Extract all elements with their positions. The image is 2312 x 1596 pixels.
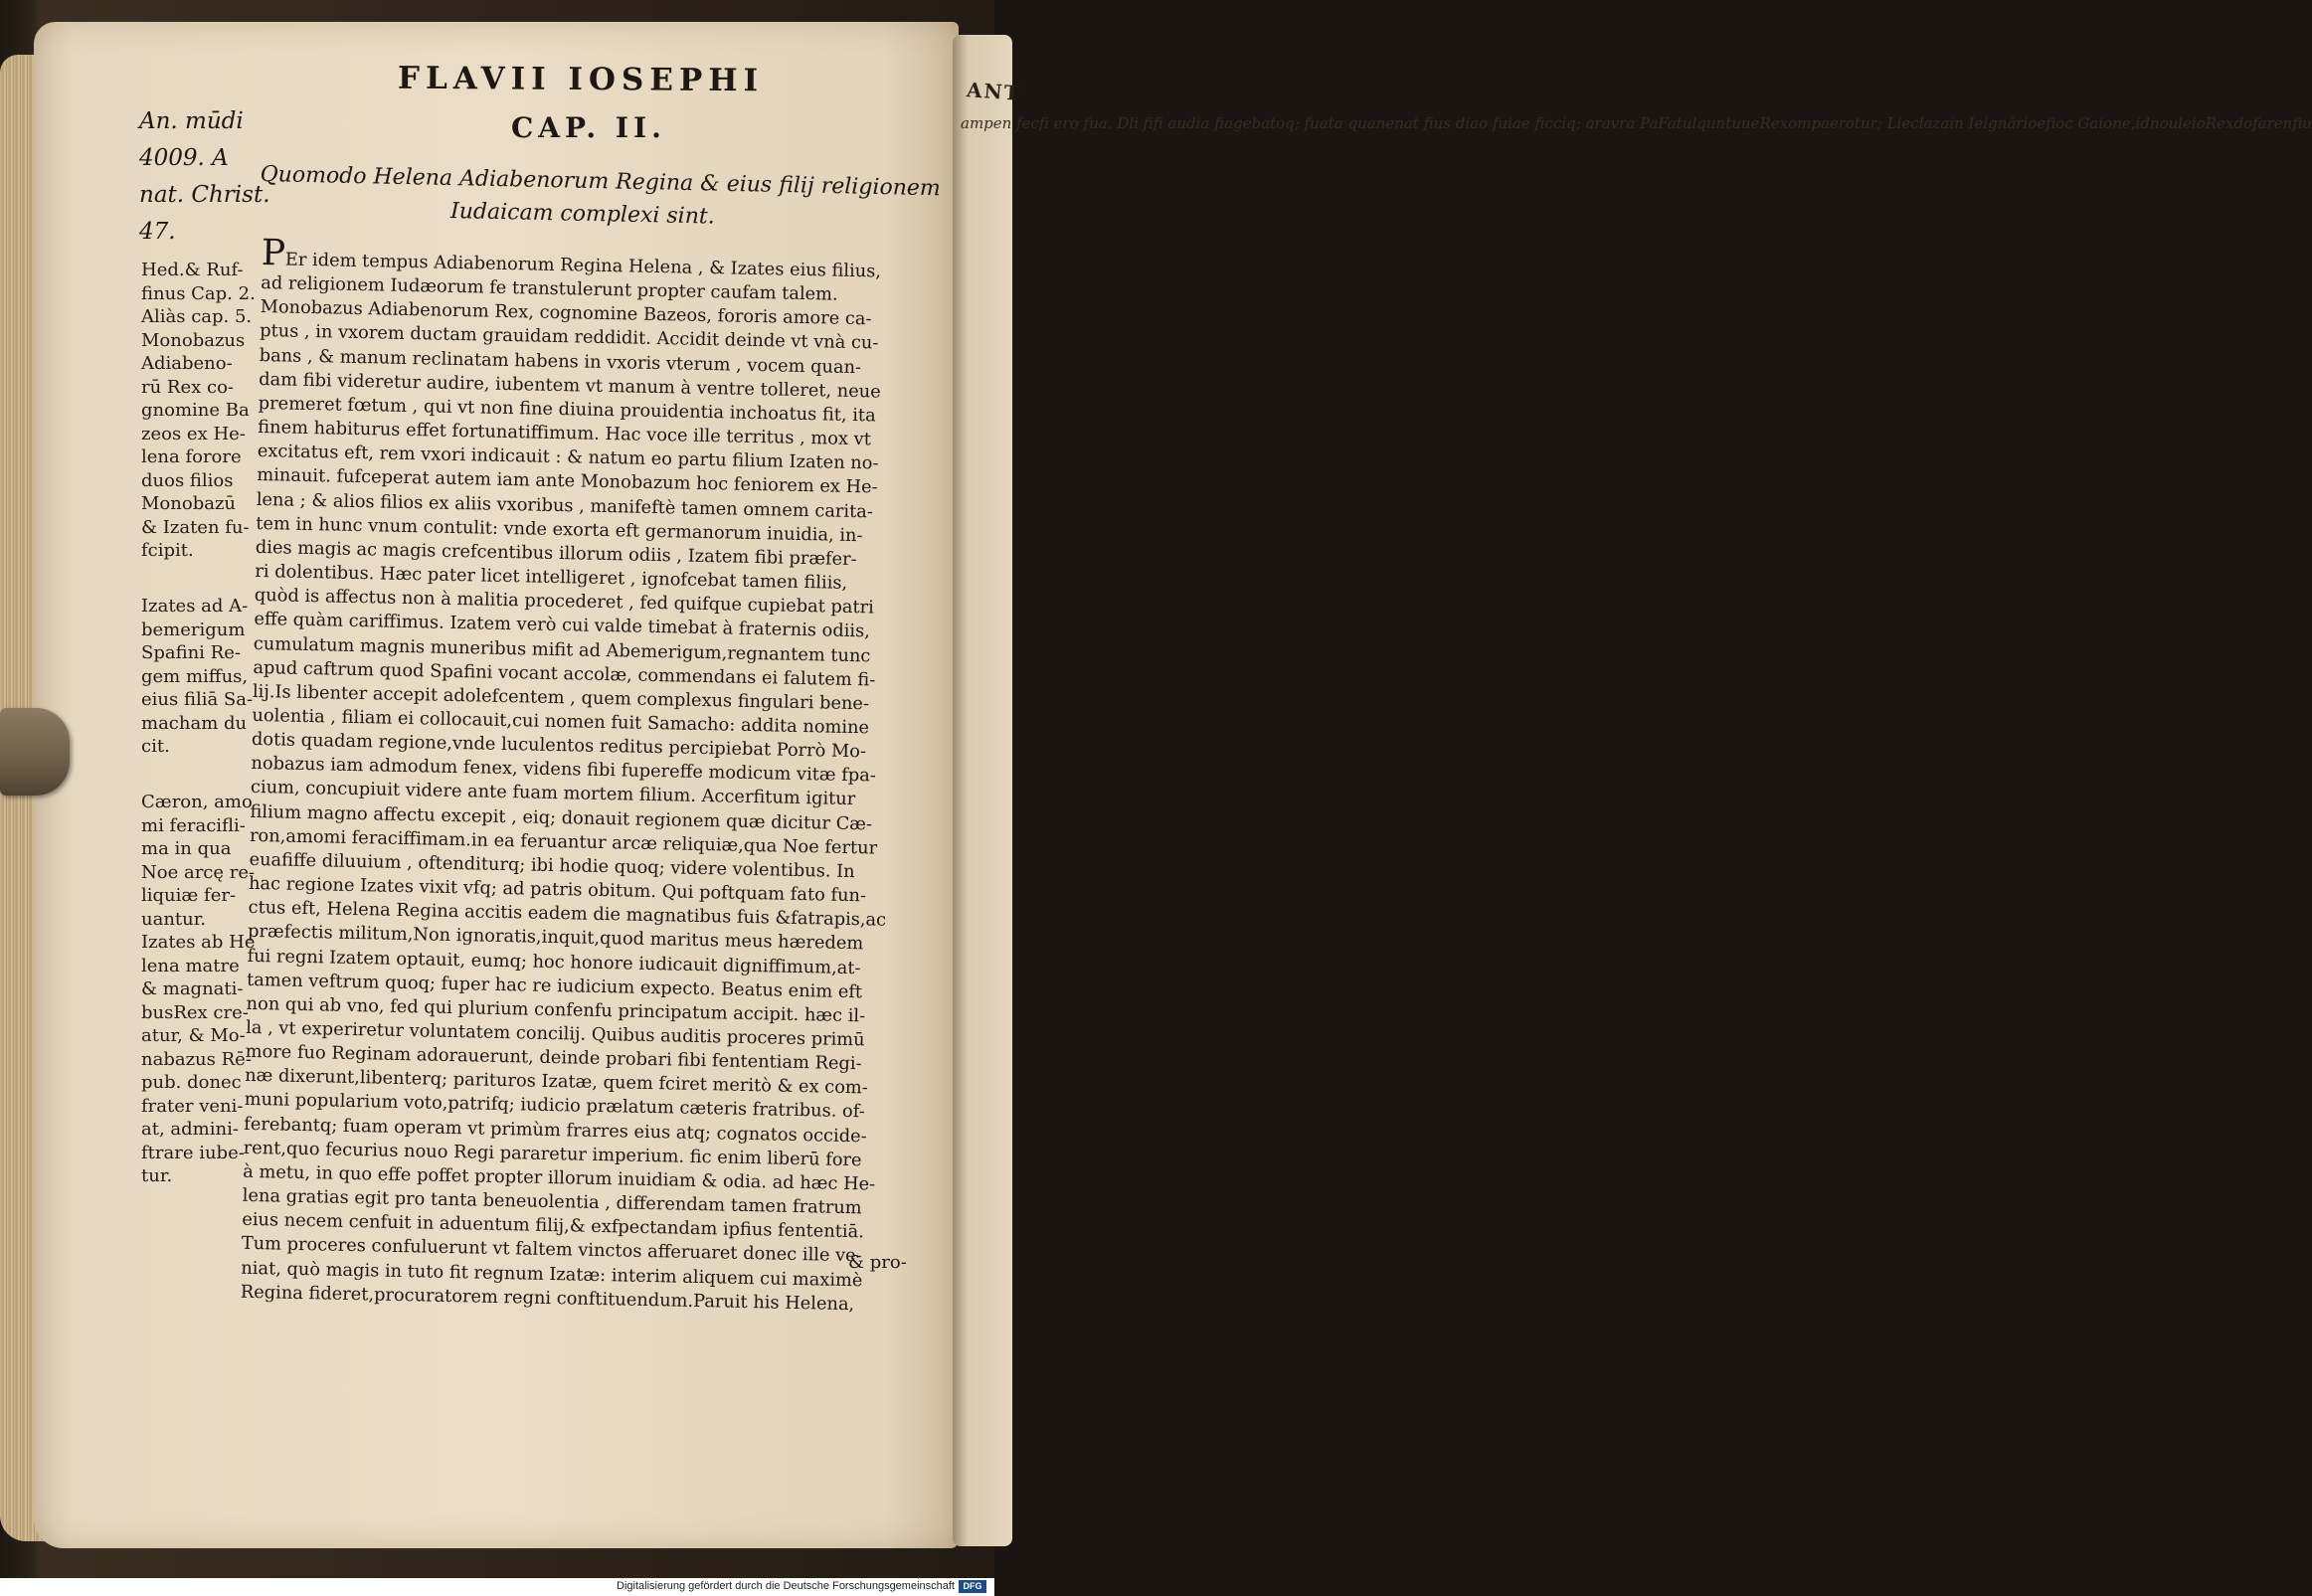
facing-page-line: leio bbox=[2178, 114, 2206, 132]
facing-page-line: tul bbox=[1676, 114, 1697, 132]
margin-note-line: gem miffus, bbox=[141, 665, 249, 687]
margin-note-line: Aliàs cap. 5. bbox=[141, 306, 253, 327]
body-text bbox=[240, 233, 918, 1318]
dfg-logo: DFG bbox=[959, 1580, 986, 1593]
margin-note-line: lena forore bbox=[141, 446, 242, 467]
margin-note-line: liquiæ fer- bbox=[141, 885, 237, 906]
facing-page-line: nen bbox=[1375, 114, 1404, 132]
margin-note-line: Hed.& Ruf- bbox=[141, 260, 244, 280]
chapter-title-line: Quomodo Helena Adiabenorum Regina & eius filij religionem bbox=[260, 161, 942, 202]
body-line: muni popularium voto,patrifq; iudicio prælatum cæteris fratribus. of- bbox=[244, 1089, 865, 1123]
margin-note-line: rū Rex co- bbox=[141, 376, 234, 398]
margin-note-line: fcipit. bbox=[141, 540, 194, 561]
body-line: nobazus iam admodum fenex, videns fibi fupereffe modicum vitæ fpa- bbox=[251, 753, 877, 787]
facing-page-line: omp bbox=[1788, 114, 1821, 132]
body-line: tem in hunc vnum contulit: vnde exorta eft germanorum inuidia, in- bbox=[256, 512, 863, 546]
margin-note-line: lena matre bbox=[141, 955, 240, 976]
body-line: la , vt experiretur voluntatem concilij. Quibus auditis proceres primū bbox=[245, 1016, 865, 1051]
facing-page-line: ciq; ar bbox=[1552, 114, 1602, 132]
body-line: à metu, in quo effe poffet propter illorum inuidiam & odia. ad hæc He- bbox=[243, 1160, 876, 1195]
margin-note-line: uantur. bbox=[141, 908, 207, 930]
margin-note-line: macham du bbox=[141, 712, 248, 734]
date-margin-note bbox=[139, 103, 270, 251]
facing-page-line: vr bbox=[1610, 114, 1627, 132]
margin-note-line: pub. donec bbox=[141, 1072, 242, 1093]
body-line: dotis quadam regione,vnde luculentos reditus percipiebat Porrò Mo- bbox=[251, 729, 867, 763]
body-line: tamen veftrum quoq; fuper hac re iudicium expecto. Beatus enim eft bbox=[246, 969, 863, 1002]
margin-note-line: & Izaten fu- bbox=[141, 516, 250, 538]
margin-note-line: ftrare iube- bbox=[141, 1142, 245, 1163]
chapter-number: CAP. II. bbox=[511, 111, 666, 144]
body-line: ron,amomi feraciffimam.in ea feruantur arcæ reliquiæ,qua Noe fertur bbox=[249, 824, 878, 859]
facing-page-line: Rex bbox=[1759, 114, 1789, 132]
body-line: bans , & manum reclinatam habens in vxoris vterum , vocem quan- bbox=[259, 344, 862, 378]
margin-note-line: finus Cap. 2. bbox=[141, 282, 256, 304]
body-line: Monobazus Adiabenorum Rex, cognomine Bazeos, fororis amore ca- bbox=[260, 296, 872, 330]
margin-note-line: atur, & Mo- bbox=[141, 1025, 246, 1046]
body-line: niat, quò magis in tuto fit regnum Izatæ: interim aliquem cui maximè bbox=[241, 1257, 863, 1291]
facing-page-line: tu bbox=[1725, 114, 1741, 132]
body-line: cumulatum magnis muneribus mifit ad Abemerigum,regnantem tunc bbox=[253, 632, 871, 666]
facing-page-line: Rex bbox=[2205, 114, 2234, 132]
margin-note-line: Monobazus bbox=[141, 329, 246, 351]
body-line: uolentia , filiam ei collocauit,cui nomen fuit Samacho: addita nomine bbox=[252, 704, 870, 739]
body-line: eius necem cenfuit in aduentum filij,& exfpectandam ipfius fententiā. bbox=[242, 1209, 865, 1243]
facing-page-line: us dia bbox=[1433, 114, 1480, 132]
facing-page-line: Fa bbox=[1658, 114, 1677, 132]
facing-page-line: ta qua bbox=[1328, 114, 1376, 132]
margin-note-line: tur. bbox=[141, 1165, 173, 1186]
body-line: ptus , in vxorem ductam grauidam reddidit. Accidit deinde vt vnà cu- bbox=[260, 320, 879, 354]
body-line: ri dolentibus. Hæc pater licet intelligeret , ignofcebat tamen filiis, bbox=[255, 560, 848, 594]
date-note-line: nat. Christ. bbox=[139, 182, 270, 208]
facing-page-line: a Pa bbox=[1626, 114, 1659, 132]
margin-note-line: Monobazū bbox=[141, 493, 237, 514]
facing-page-line: id bbox=[2135, 114, 2150, 132]
facing-page-line: a bbox=[1601, 114, 1611, 132]
facing-page-line: e, bbox=[2121, 114, 2136, 132]
body-line: lena ; & alios filios ex aliis vxoribus , manifeftè tamen omnem carita- bbox=[256, 488, 874, 522]
body-line: rent,quo fecurius nouo Regi pararetur imperium. fic enim liberū fore bbox=[243, 1137, 862, 1171]
margin-note-line: bemerigum bbox=[141, 619, 246, 640]
body-line: næ dixerunt,libenterq; parituros Izatæ, quem fciret meritò & ex com- bbox=[244, 1065, 868, 1099]
margin-note-line: Adiabeno- bbox=[141, 353, 233, 374]
body-line: lij.Is libenter accepit adolefcentem , quem complexus fingulari bene- bbox=[252, 680, 870, 715]
facing-page-line: in I bbox=[1949, 114, 1975, 132]
margin-note-line: Izates ab He bbox=[141, 932, 256, 953]
body-line: ferebantq; fuam operam vt primùm frarres eius atq; cognatos occide- bbox=[244, 1113, 867, 1148]
facing-page-line: li fi bbox=[1129, 114, 1154, 132]
body-line: effe quàm cariffimus. Izatem verò cui valde timebat à fraternis odiis, bbox=[254, 609, 871, 642]
body-line: filium magno affectu excepit , eiq; donauit regionem quæ dicitur Cæ- bbox=[250, 800, 873, 835]
date-note-line: An. mūdi bbox=[139, 108, 244, 134]
body-line: fui regni Izatem optauit, eumq; hoc honore iudicauit digniffimum,at- bbox=[247, 945, 861, 978]
facing-page-edge bbox=[953, 35, 2312, 1546]
body-line: premeret fœtum , qui vt non fine diuina prouidentia inchoatus fit, ita bbox=[258, 392, 876, 427]
facing-page-line: fi audi bbox=[1153, 114, 1201, 132]
facing-page-line: o fuia bbox=[1479, 114, 1521, 132]
facing-page-line: fi ero fu bbox=[1038, 114, 1099, 132]
chapter-title-line: Iudaicam complexi sint. bbox=[449, 199, 715, 230]
facing-page-line: dofa bbox=[2233, 114, 2267, 132]
body-line: cium, concupiuit videre ante fuam mortem filium. Accerfitum igitur bbox=[250, 777, 856, 810]
body-line: lena gratias egit pro tanta beneuolentia , differendam tamen fratrum bbox=[242, 1184, 862, 1219]
body-line: more fuo Reginam adorauerunt, deinde probari fibi fententiam Regi- bbox=[245, 1040, 862, 1075]
body-line: hac regione Izates vixit vfq; ad patris obitum. Qui poftquam fato fun- bbox=[248, 872, 867, 907]
margin-note-line: at, admini- bbox=[141, 1119, 239, 1140]
body-line: ad religionem Iudæorum fe transtulerunt propter caufam talem. bbox=[260, 272, 838, 305]
facing-page-line: rio bbox=[2016, 114, 2038, 132]
facing-page-line: aero bbox=[1820, 114, 1855, 132]
facing-page-line: eignâ bbox=[1974, 114, 2017, 132]
facing-page-line: laza bbox=[1918, 114, 1950, 132]
margin-note-line: nabazus Rē- bbox=[141, 1048, 252, 1070]
digitization-credit: Digitalisierung gefördert durch die Deutsche Forschungsgemeinschaft bbox=[617, 1580, 955, 1592]
body-line: non qui ab vno, fed qui plurium confenfu principatum accipit. hæc il- bbox=[246, 992, 866, 1027]
facing-page-line: c Ga bbox=[2064, 114, 2099, 132]
margin-note-line: mi feracifli- bbox=[141, 814, 246, 836]
margin-note-line: zeos ex He- bbox=[141, 423, 246, 444]
margin-note-line: eius filiā Sa- bbox=[141, 689, 254, 710]
margin-note-izates-abemerigum bbox=[141, 595, 263, 759]
facing-page-line: n bbox=[1715, 114, 1726, 132]
body-line: finem habiturus effet fortunatiffimum. Hac voce ille territus , mox vt bbox=[258, 417, 872, 450]
facing-page-head: ANT bbox=[966, 78, 1022, 105]
body-line: dies magis ac magis crefcentibus illorum odiis , Izatem fibi præfer- bbox=[255, 536, 857, 570]
body-line: quòd is affectus non à malitia procederet , fed quifque cupiebat patri bbox=[254, 585, 875, 619]
body-line: ctus eft, Helena Regina accitis eadem die magnatibus fuis &fatrapis,ac bbox=[248, 897, 887, 931]
facing-page-line: qu bbox=[1696, 114, 1716, 132]
facing-page-line: ; Liec bbox=[1876, 114, 1919, 132]
body-line: dam fibi videretur audire, iubentem vt manum à ventre tolleret, neue bbox=[259, 368, 881, 403]
facing-page-line: ion bbox=[2098, 114, 2122, 132]
facing-page-line: ue bbox=[1740, 114, 1760, 132]
running-head: FLAVII IOSEPHI bbox=[397, 60, 765, 99]
body-line: Tum proceres confuluerunt vt faltem vinctos afferuaret donec ille ve- bbox=[241, 1233, 862, 1267]
margin-note-line: Izates ad A- bbox=[141, 596, 249, 617]
book-clip bbox=[0, 708, 70, 796]
margin-note-line: Noe arcę re- bbox=[141, 861, 256, 883]
facing-page-fragment bbox=[961, 112, 2312, 134]
margin-note-line: ma in qua bbox=[141, 838, 232, 859]
facing-page-line: agebat bbox=[1224, 114, 1277, 132]
facing-page-line: nou bbox=[2149, 114, 2179, 132]
facing-page-line: efio bbox=[2037, 114, 2065, 132]
margin-note-line: duos filios bbox=[141, 469, 234, 491]
facing-page-line: at fi bbox=[1403, 114, 1434, 132]
body-line: PEr idem tempus Adiabenorum Regina Helena , & Izates eius filius, bbox=[261, 233, 882, 282]
date-note-line: 4009. A bbox=[139, 145, 229, 171]
body-line: Regina fideret,procuratorem regni conftituendum.Paruit his Helena, bbox=[240, 1281, 855, 1315]
facing-page-line: ampen fec bbox=[961, 114, 1039, 132]
date-note-line: 47. bbox=[139, 219, 176, 245]
catchword: & pro- bbox=[848, 1252, 907, 1273]
facing-page-line: ren bbox=[2266, 114, 2293, 132]
body-line: euafiffe diluuium , oftenditurq; ibi hodie quoq; videre volentibus. In bbox=[249, 848, 855, 883]
margin-note-line: cit. bbox=[141, 736, 170, 757]
body-line: excitatus eft, rem vxori indicauit : & natum eo partu filium Izaten no- bbox=[257, 441, 879, 474]
margin-note-line: frater veni- bbox=[141, 1095, 244, 1117]
margin-note-line: gnomine Ba bbox=[141, 400, 250, 421]
facing-page-line: e fic bbox=[1520, 114, 1553, 132]
facing-page-line: oq; fua bbox=[1276, 114, 1329, 132]
margin-note-line: Spafini Re- bbox=[141, 642, 241, 663]
facing-page-line: fiu bbox=[2292, 114, 2312, 132]
body-line: apud caftrum quod Spafini vocant accolæ, commendans ei falutem fi- bbox=[253, 656, 876, 691]
body-line: minauit. fufceperat autem iam ante Monobazum hoc feniorem ex He- bbox=[257, 464, 878, 498]
margin-note-monobazus bbox=[141, 259, 263, 563]
body-line: præfectis militum,Non ignoratis,inquit,quod maritus meus hæredem bbox=[247, 921, 864, 955]
margin-note-line: busRex cre- bbox=[141, 1001, 249, 1023]
margin-note-line: & magnati- bbox=[141, 978, 244, 999]
chapter-title bbox=[260, 158, 942, 238]
facing-page-line: a fi bbox=[1200, 114, 1225, 132]
margin-note-line: Cæron, amo bbox=[141, 792, 253, 812]
facing-page-line: a. D bbox=[1098, 114, 1130, 132]
facing-page-line: tur bbox=[1854, 114, 1877, 132]
